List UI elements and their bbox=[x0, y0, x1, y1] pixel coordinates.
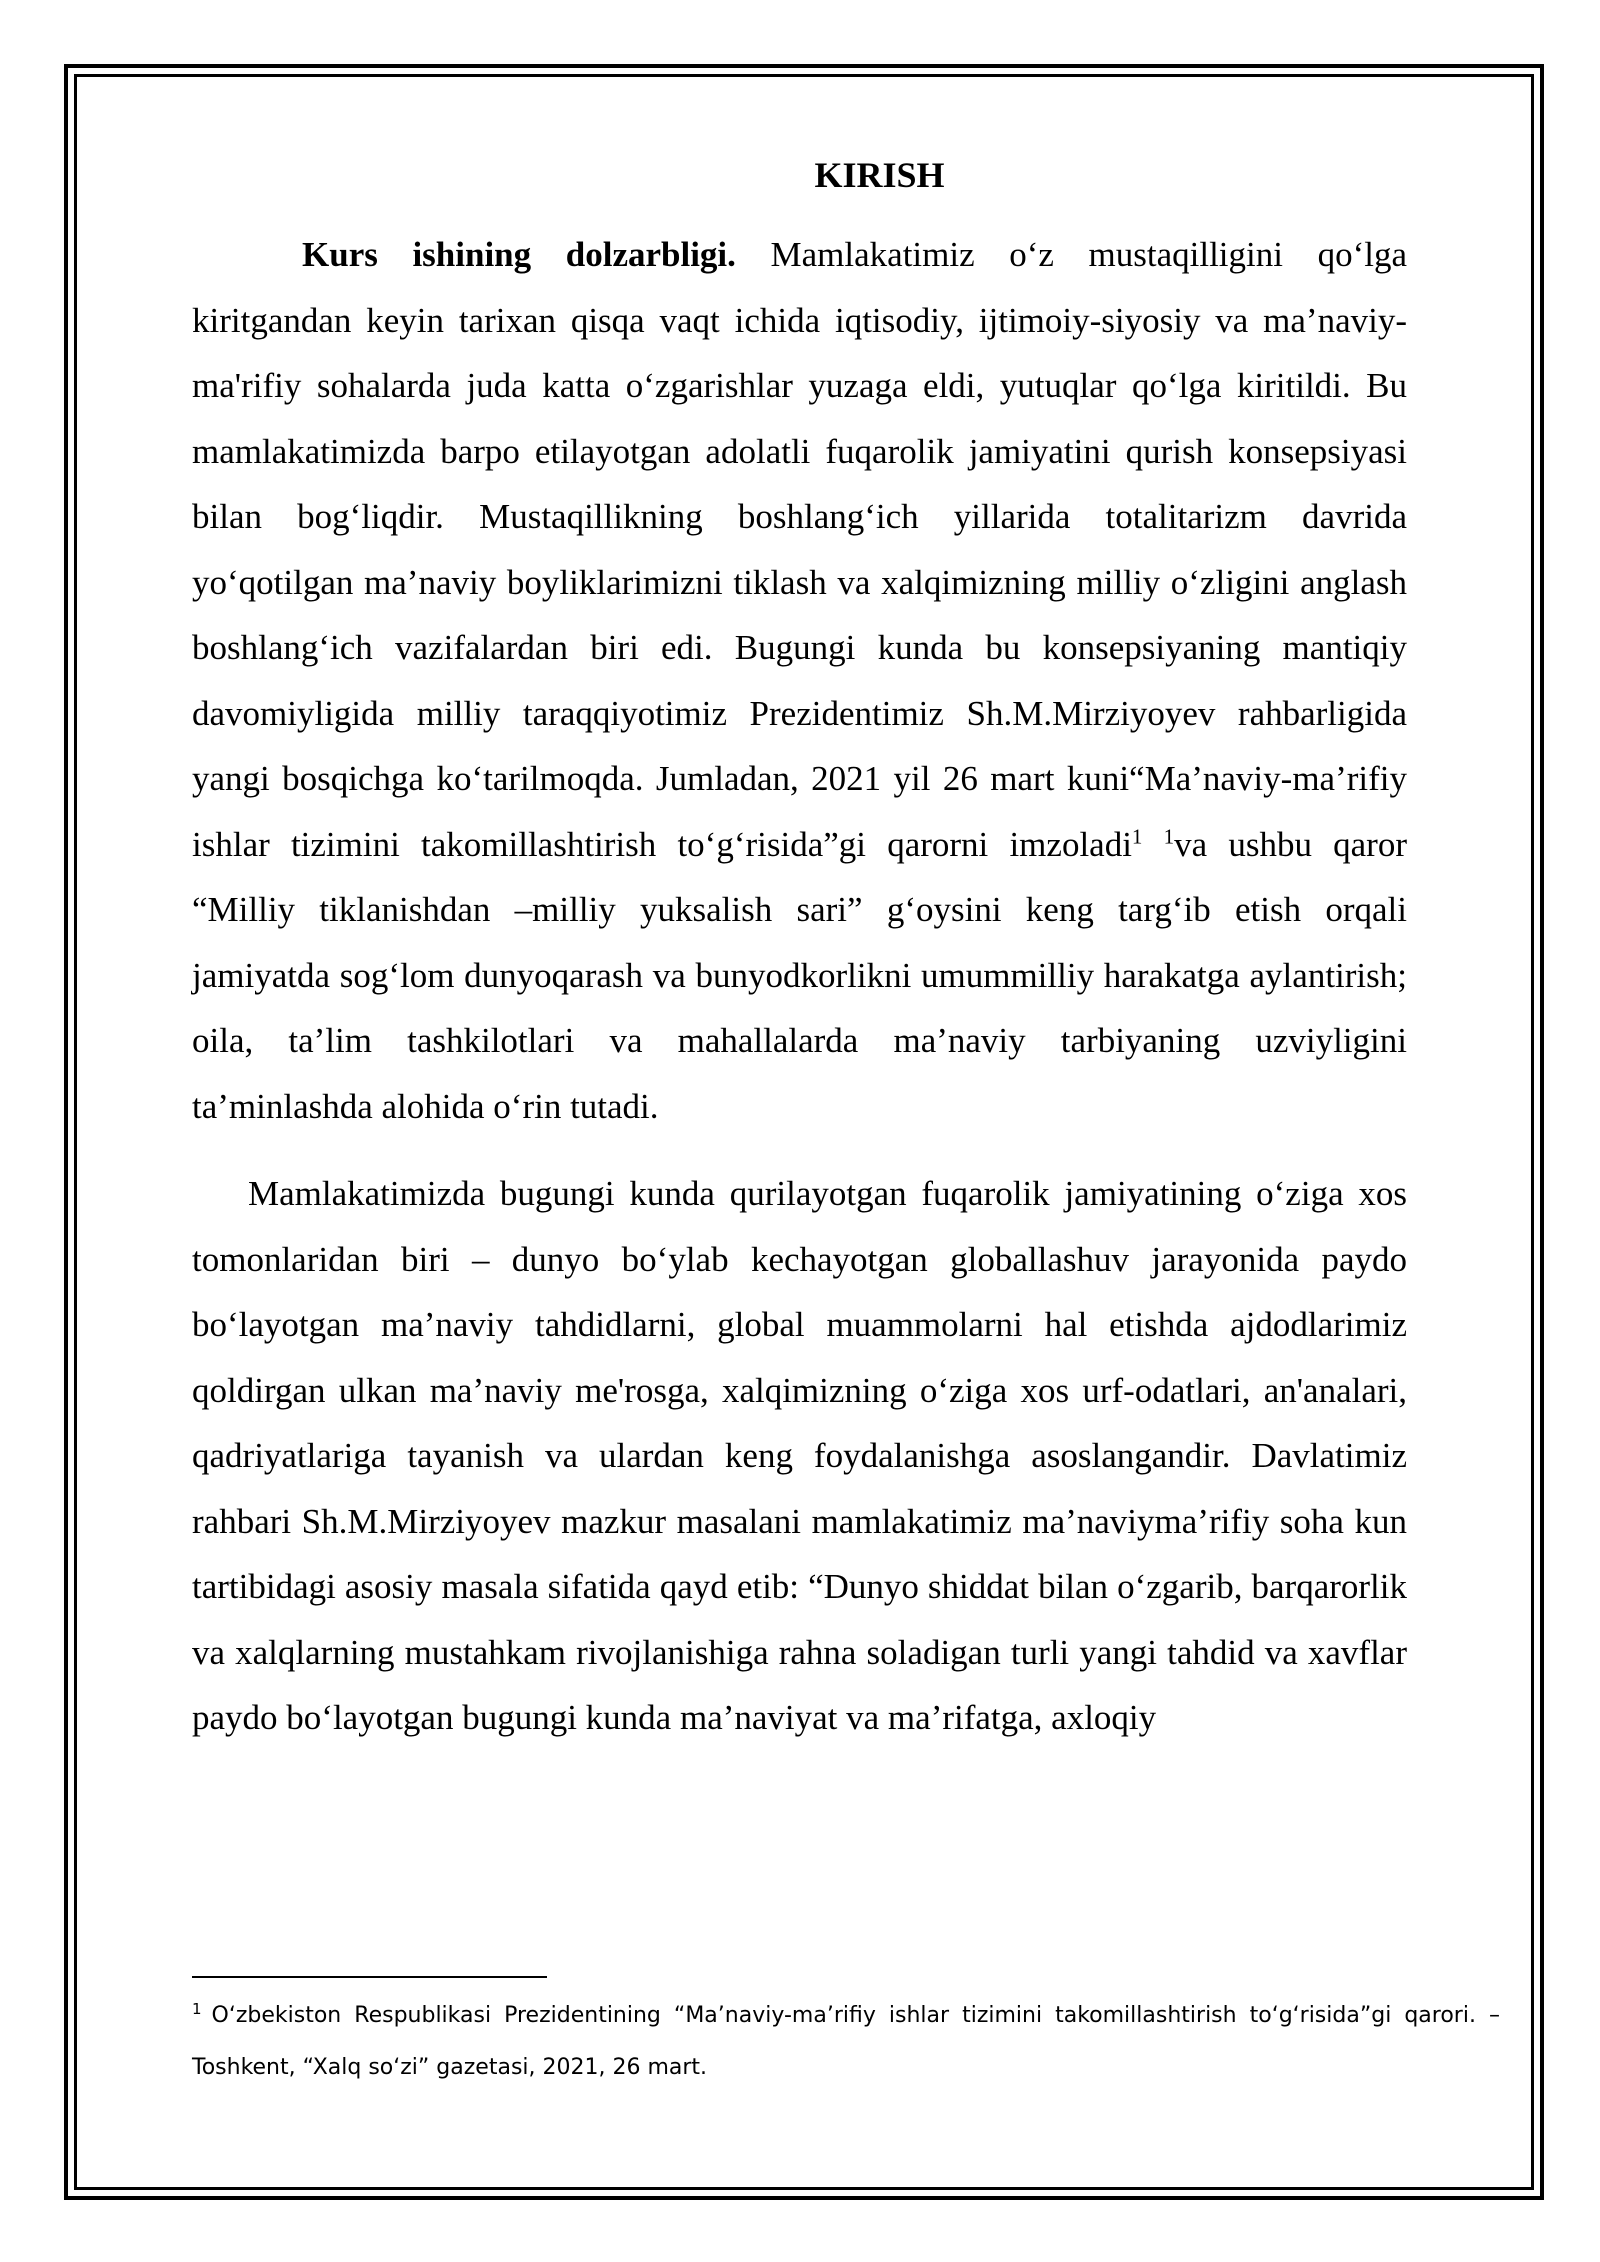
paragraph-1-text-a: Mamlakatimiz o‘z mustaqilligini qo‘lga kiritgandan keyin tarixan qisqa vaqt ichida iqtisodiy, ijtimoiy-siyosiy va ma’naviy-ma'rifiy sohalarda juda katta o‘zgarishlar yuzaga eldi, yutuqlar qo‘lga kiritildi. Bu mamlakatimizda barpo etilayotgan adolatli fuqarolik jamiyatini qurish konsepsiyasi bilan bog‘liqdir. Mustaqillikning boshlang‘ich yillarida totalitarizm davrida yo‘qotilgan ma’naviy boyliklarimizni tiklash va xalqimizning milliy o‘zligini anglash boshlang‘ich vazifalardan biri edi. Bugungi kunda bu konsepsiyaning mantiqiy davomiyligida milliy taraqqiyotimiz Prezidentimiz Sh.M.Mirziyoyev rahbarligida yangi bosqichga ko‘tarilmoqda. Jumladan, 2021 yil 26 mart kuni“Ma’naviy-ma’rifiy ishlar tizimini takomillashtirish to‘g‘risida”gi qarorni imzoladi bbox=[192, 235, 1407, 864]
document-body bbox=[192, 142, 1407, 1751]
footnote-separator bbox=[192, 1976, 547, 1978]
paragraph-1-lead: Kurs ishining dolzarbligi. bbox=[302, 235, 736, 274]
section-heading: KIRISH bbox=[814, 155, 945, 195]
paragraph-1-text-b: va ushbu qaror “Milliy tiklanishdan –milliy yuksalish sari” g‘oysini keng targ‘ib etish orqali jamiyatda sog‘lom dunyoqarash va bunyodkorlikni umummilliy harakatga aylantirish; oila, ta’lim tashkilotlari va mahallalarda ma’naviy tarbiyaning uzviyligini ta’minlashda alohida o‘rin tutadi. bbox=[192, 824, 1407, 1126]
footnote bbox=[192, 1990, 1500, 2094]
footnote-text: O‘zbekiston Respublikasi Prezidentining “Ma’naviy-ma’rifiy ishlar tizimini takomillashtirish to‘g‘risida”gi qarori. – Toshkent, “Xalq so‘zi” gazetasi, 2021, 26 mart. bbox=[192, 2003, 1500, 2080]
paragraph-1 bbox=[192, 222, 1407, 1139]
footnote-number: 1 bbox=[192, 1999, 202, 2018]
footnote-reference-2: 1 bbox=[1163, 823, 1175, 848]
paragraph-2: Mamlakatimizda bugungi kunda qurilayotgan fuqarolik jamiyatining o‘ziga xos tomonlaridan biri – dunyo bo‘ylab kechayotgan globallashuv jarayonida paydo bo‘layotgan ma’naviy tahdidlarni, global muammolarni hal etishda ajdodlarimiz qoldirgan ulkan ma’naviy me'rosga, xalqimizning o‘ziga xos urf-odatlari, an'analari, qadriyatlariga tayanish va ulardan keng foydalanishga asoslangandir. Davlatimiz rahbari Sh.M.Mirziyoyev mazkur masalani mamlakatimiz ma’naviyma’rifiy soha kun tartibidagi asosiy masala sifatida qayd etib: “Dunyo shiddat bilan o‘zgarib, barqarorlik va xalqlarning mustahkam rivojlanishiga rahna soladigan turli yangi tahdid va xavflar paydo bo‘layotgan bugungi kunda ma’naviyat va ma’rifatga, axloqiy bbox=[192, 1174, 1407, 1737]
footnote-reference: 1 bbox=[1131, 823, 1143, 848]
